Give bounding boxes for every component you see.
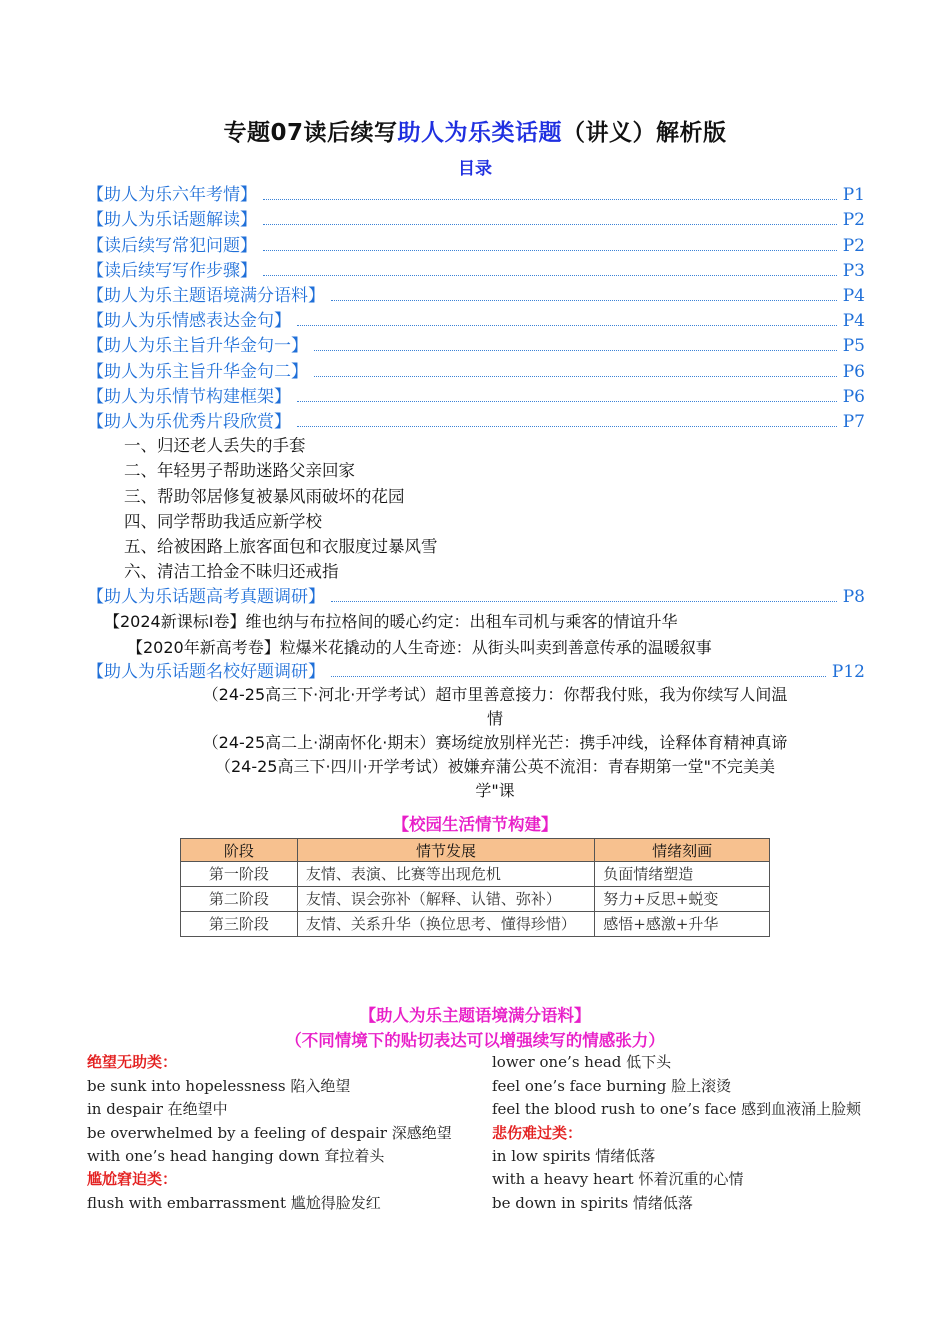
toc-entry[interactable] [87,331,865,356]
corpus-phrase: be overwhelmed by a feeling of despair 深感绝望 [87,1123,452,1142]
toc-entry[interactable] [87,256,865,281]
corpus-category [87,1049,452,1072]
toc-entry-label: 【助人为乐话题高考真题调研】 [87,587,325,608]
table-row [181,862,770,887]
toc-entry[interactable] [87,306,865,331]
exam-item-2020[interactable]: 【2020年新高考卷】粒爆米花撬动的人生奇迹：从街头叫卖到善意传承的温暖叙事 [127,638,712,657]
corpus-phrase: with one’s head hanging down 耷拉着头 [87,1146,385,1165]
table-cell: 第二阶段 [181,887,298,912]
toc-entry[interactable] [87,407,865,432]
toc-leader-dots [263,275,837,276]
table-cell: 第三阶段 [181,912,298,937]
toc-entry-page: P8 [842,587,865,608]
toc-entry-label: 【读后续写写作步骤】 [87,260,257,281]
toc-leader-dots [314,376,837,377]
toc-entry-page: P3 [842,260,865,281]
toc-entry[interactable] [87,180,865,205]
table-title: 【校园生活情节构建】 [392,815,558,834]
toc-entry-page: P6 [842,386,865,407]
toc-entry-page: P6 [842,361,865,382]
plot-structure-table [180,838,770,937]
excerpt-item[interactable]: 六、清洁工拾金不昧归还戒指 [124,562,339,582]
corpus-category [492,1119,861,1142]
toc-leader-dots [331,300,837,301]
table-cell: 友情、关系升华（换位思考、懂得珍惜） [297,912,594,937]
corpus-subtitle: （不同情境下的贴切表达可以增强续写的情感张力） [285,1031,665,1050]
toc-entry-page: P4 [842,311,865,332]
toc-entry-exam[interactable] [87,582,865,607]
toc-entry-label: 【助人为乐主旨升华金句二】 [87,361,308,382]
toc-leader-dots [263,224,837,225]
excerpt-list [124,431,438,582]
excerpt-item[interactable]: 五、给被困路上旅客面包和衣服度过暴风雪 [124,536,438,556]
toc-entry-page: P1 [842,185,865,206]
table-header-stage: 阶段 [181,839,298,862]
toc-entry[interactable] [87,281,865,306]
toc-entry-label: 【助人为乐情感表达金句】 [87,311,291,332]
table-of-contents [87,180,865,432]
toc-leader-dots [314,350,837,351]
excerpt-item[interactable]: 四、同学帮助我适应新学校 [124,511,322,531]
corpus-category [87,1166,452,1189]
toc-leader-dots [263,199,837,200]
school-exam-item[interactable] [120,731,870,755]
school-exam-item[interactable] [120,755,870,803]
toc-entry-label: 【助人为乐六年考情】 [87,185,257,206]
corpus-phrase: feel the blood rush to one’s face 感到血液涌上脸颊 [492,1100,862,1119]
toc-leader-dots [331,676,826,677]
toc-leader-dots [331,601,837,602]
school-exam-line: （24-25高三下·四川·开学考试）被嫌弃蒲公英不流泪：青春期第一堂"不完美美 [214,757,776,776]
toc-entry-page: P5 [842,336,865,357]
school-exam-line: （24-25高二上·湖南怀化·期末）赛场绽放别样光芒：携手冲线，诠释体育精神真谛 [202,733,788,752]
toc-entry[interactable] [87,230,865,255]
table-cell: 友情、误会弥补（解释、认错、弥补） [297,887,594,912]
toc-leader-dots [297,426,837,427]
corpus-phrase: feel one’s face burning 脸上滚烫 [492,1076,732,1095]
excerpt-item[interactable]: 三、帮助邻居修复被暴风雨破坏的花园 [124,486,405,506]
corpus-category-label: 悲伤难过类： [492,1123,583,1142]
table-cell: 感悟+感激+升华 [595,912,770,937]
table-row [181,912,770,937]
corpus-phrase: lower one’s head 低下头 [492,1053,672,1072]
corpus-phrase: in despair 在绝望中 [87,1100,228,1119]
corpus-phrase: be sunk into hopelessness 陷入绝望 [87,1076,351,1095]
school-exam-item[interactable] [120,683,870,731]
toc-entry[interactable] [87,356,865,381]
school-exam-list [120,683,870,803]
toc-exam-section [87,582,865,607]
toc-entry-label: 【读后续写常犯问题】 [87,235,257,256]
corpus-category-label: 尴尬窘迫类： [87,1170,178,1189]
excerpt-item[interactable]: 二、年轻男子帮助迷路父亲回家 [124,461,355,481]
page-title [0,114,950,147]
toc-entry-page: P7 [842,411,865,432]
toc-entry-page: P12 [831,662,865,683]
table-header-plot: 情节发展 [297,839,594,862]
school-exam-line: 情 [486,709,503,728]
toc-entry-page: P2 [842,235,865,256]
toc-entry-label: 【助人为乐优秀片段欣赏】 [87,411,291,432]
toc-entry-label: 【助人为乐情节构建框架】 [87,386,291,407]
corpus-left-column [87,1049,452,1213]
school-exam-line: （24-25高三下·河北·开学考试）超市里善意接力：你帮我付账，我为你续写人间温 [202,685,788,704]
title-prefix: 专题07读后续写 [223,120,398,146]
toc-entry-page: P2 [842,210,865,231]
toc-leader-dots [297,401,837,402]
corpus-phrase: flush with embarrassment 尴尬得脸发红 [87,1193,381,1212]
toc-entry-page: P4 [842,285,865,306]
toc-leader-dots [263,250,837,251]
corpus-phrase: be down in spirits 情绪低落 [492,1193,693,1212]
toc-entry-label: 【助人为乐主旨升华金句一】 [87,336,308,357]
toc-entry-school[interactable] [87,657,865,682]
title-highlight: 助人为乐类话题 [397,120,562,146]
table-header-emotion: 情绪刻画 [595,839,770,862]
toc-leader-dots [297,325,837,326]
title-suffix: （讲义）解析版 [562,120,727,146]
toc-heading: 目录 [458,159,492,179]
toc-entry-label: 【助人为乐话题解读】 [87,210,257,231]
table-header-row [181,839,770,862]
toc-school-section [87,657,865,682]
table-cell: 努力+反思+蜕变 [595,887,770,912]
corpus-phrase: in low spirits 情绪低落 [492,1146,656,1165]
corpus-phrase: with a heavy heart 怀着沉重的心情 [492,1170,744,1189]
toc-entry-label: 【助人为乐主题语境满分语料】 [87,285,325,306]
school-exam-line: 学"课 [475,781,515,800]
toc-entry-label: 【助人为乐话题名校好题调研】 [87,662,325,683]
table-row [181,887,770,912]
table-cell: 第一阶段 [181,862,298,887]
exam-item-2024[interactable]: 【2024新课标Ⅰ卷】维也纳与布拉格间的暖心约定：出租车司机与乘客的情谊升华 [104,612,678,631]
toc-entry[interactable] [87,382,865,407]
corpus-right-column [492,1049,861,1213]
excerpt-item[interactable]: 一、归还老人丢失的手套 [124,436,306,456]
table-cell: 友情、表演、比赛等出现危机 [297,862,594,887]
corpus-category-label: 绝望无助类： [87,1053,178,1072]
table-cell: 负面情绪塑造 [595,862,770,887]
corpus-title: 【助人为乐主题语境满分语料】 [359,1006,591,1025]
toc-entry[interactable] [87,205,865,230]
